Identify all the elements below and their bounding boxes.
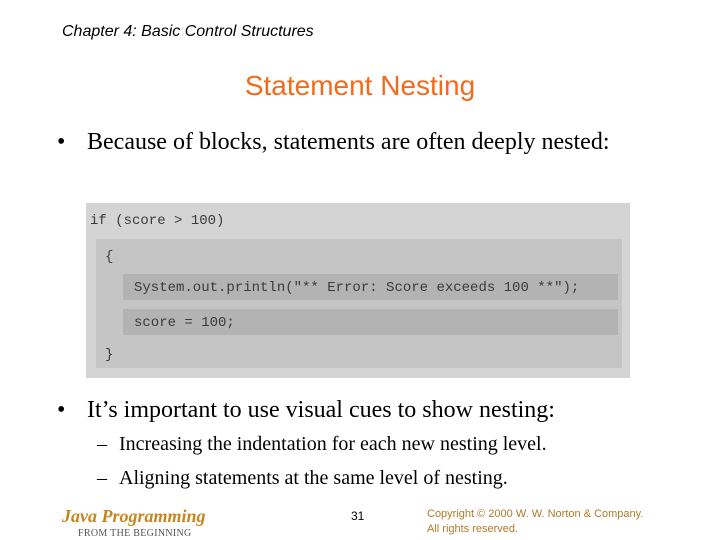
book-title: Java Programming bbox=[62, 506, 206, 526]
page-number: 31 bbox=[351, 509, 365, 523]
bullet-symbol: • bbox=[57, 129, 66, 155]
code-line: System.out.println("** Error: Score exceeds 100 **"); bbox=[134, 280, 580, 296]
bullet-text: Because of blocks, statements are often deeply nested: bbox=[87, 129, 610, 155]
code-line: } bbox=[105, 347, 114, 363]
sub-bullet-symbol: – bbox=[97, 467, 107, 489]
bullet-text: It’s important to use visual cues to show nesting: bbox=[87, 397, 555, 423]
sub-bullet-text: Aligning statements at the same level of nesting. bbox=[119, 467, 508, 489]
code-line: score = 100; bbox=[134, 315, 235, 331]
code-line: { bbox=[105, 249, 114, 265]
bullet-symbol: • bbox=[57, 397, 66, 423]
code-line: if (score > 100) bbox=[90, 213, 225, 229]
sub-bullet-text: Increasing the indentation for each new nesting level. bbox=[119, 433, 547, 455]
copyright-line: All rights reserved. bbox=[427, 523, 519, 535]
sub-bullet-item bbox=[97, 466, 508, 490]
bullet-item bbox=[57, 395, 697, 425]
bullet-item bbox=[57, 127, 657, 157]
code-block-inner bbox=[96, 239, 622, 368]
sub-bullet-symbol: – bbox=[97, 433, 107, 455]
chapter-header: Chapter 4: Basic Control Structures bbox=[62, 23, 314, 40]
book-subtitle: FROM THE BEGINNING bbox=[78, 528, 192, 539]
copyright-notice bbox=[427, 507, 712, 537]
slide-title: Statement Nesting bbox=[244, 70, 476, 101]
copyright-line: Copyright © 2000 W. W. Norton & Company. bbox=[427, 508, 644, 520]
sub-bullet-item bbox=[97, 432, 547, 456]
